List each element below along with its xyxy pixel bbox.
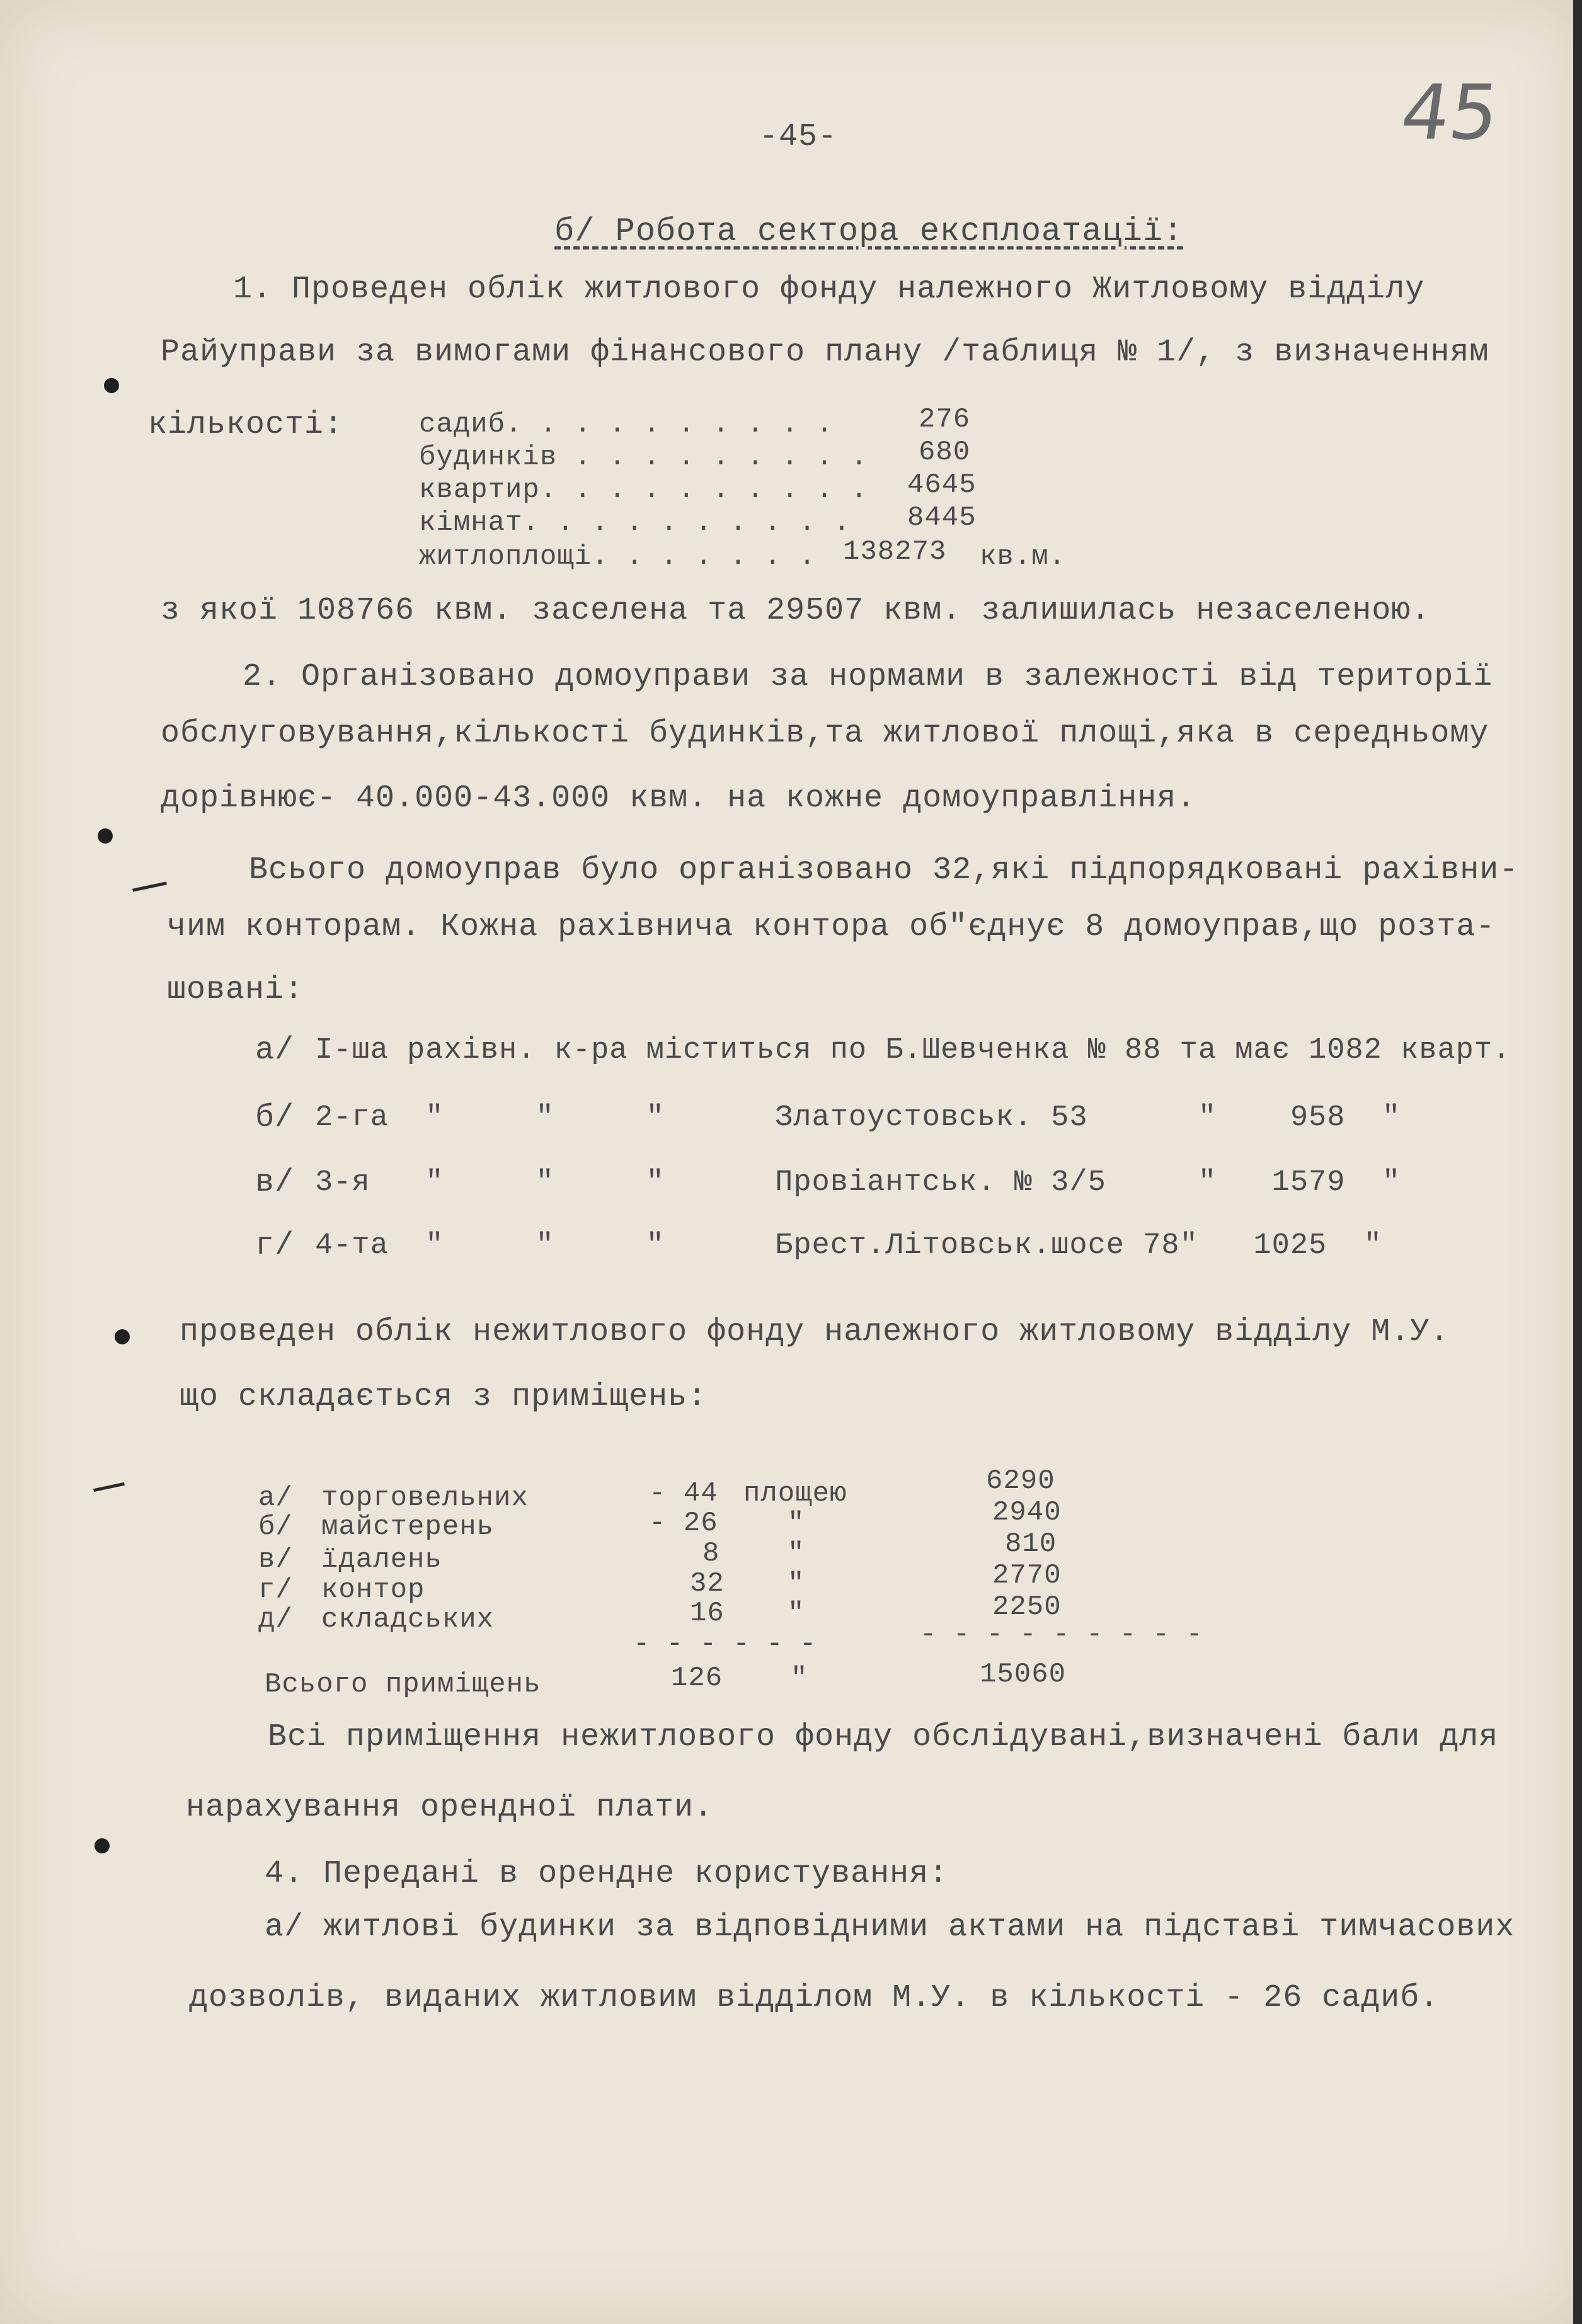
premises-area: 2770	[992, 1560, 1062, 1591]
office-letter: б/	[255, 1100, 295, 1136]
premises-count: - 44	[649, 1478, 718, 1509]
stock-label: кімнат. . . . . . . . . .	[419, 507, 851, 539]
premises-letter: а/	[258, 1482, 293, 1514]
punch-hole	[95, 1838, 110, 1853]
office-letter: в/	[255, 1165, 295, 1201]
margin-mark	[132, 881, 167, 891]
premises-name: їдалень	[321, 1544, 442, 1576]
premises-total-unit: "	[791, 1663, 808, 1694]
punch-hole	[104, 378, 119, 393]
dashed-separator: - - - - - - - - -	[920, 1619, 1203, 1651]
dashed-separator: - - - - - -	[633, 1629, 817, 1660]
premises-letter: д/	[258, 1604, 293, 1635]
premises-area: 2250	[992, 1591, 1062, 1623]
section-heading: б/ Робота сектора експлоатації:	[554, 213, 1184, 250]
premises-unit: площею	[743, 1478, 847, 1509]
stock-label: квартир. . . . . . . . . .	[419, 474, 868, 506]
premises-letter: г/	[258, 1574, 293, 1606]
paragraph-line: обслуговування,кількості будинків,та житлової площі,яка в середньому	[161, 716, 1489, 752]
stock-label: будинків . . . . . . . . .	[419, 442, 868, 473]
paragraph-line: 2. Організовано домоуправи за нормами в залежності від території	[243, 659, 1493, 695]
stock-value: 138273	[843, 536, 947, 568]
premises-area: 6290	[986, 1465, 1055, 1497]
premises-name: торговельних	[321, 1482, 529, 1514]
office-letter: а/	[255, 1033, 295, 1068]
office-row: 2-га " " " Златоустовськ. 53 " 958 "	[315, 1101, 1401, 1135]
premises-count: 32	[690, 1568, 725, 1600]
stock-label: садиб. . . . . . . . . .	[419, 409, 834, 440]
premises-unit: "	[788, 1568, 805, 1600]
margin-mark	[93, 1482, 125, 1492]
paragraph-line: а/ житлові будинки за відповідними актами на підставі тимчасових	[265, 1909, 1515, 1945]
premises-letter: б/	[258, 1511, 293, 1543]
stock-unit: кв.м.	[980, 541, 1067, 573]
premises-unit: "	[788, 1538, 805, 1569]
office-letter: г/	[255, 1228, 295, 1264]
punch-hole	[98, 828, 113, 844]
premises-total-label: Всього приміщень	[265, 1669, 541, 1700]
premises-total-count: 126	[671, 1663, 723, 1694]
premises-area: 810	[1005, 1528, 1057, 1560]
paragraph-line: нарахування орендної плати.	[186, 1790, 714, 1826]
office-row: І-ша рахівн. к-ра міститься по Б.Шевченка № 88 та має 1082 кварт.	[315, 1034, 1511, 1067]
paragraph-line: 1. Проведен облік житлового фонду належного Житловому відділу	[233, 272, 1425, 307]
premises-unit: "	[788, 1508, 805, 1539]
paragraph-line: чим конторам. Кожна рахівнича контора об"єднує 8 домоуправ,що розта-	[167, 909, 1496, 945]
punch-hole	[115, 1329, 130, 1344]
premises-name: майстерень	[321, 1511, 495, 1543]
paragraph-line: Райуправи за вимогами фінансового плану /таблиця № 1/, з визначенням	[161, 335, 1489, 370]
premises-unit: "	[788, 1598, 805, 1629]
premises-name: складських	[321, 1604, 495, 1635]
office-row: 3-я " " " Провіантськ. № 3/5 " 1579 "	[315, 1166, 1401, 1199]
paragraph-line: 4. Передані в орендне користування:	[265, 1856, 949, 1892]
page-number: -45-	[759, 119, 838, 155]
premises-area: 2940	[992, 1497, 1062, 1528]
paragraph-line: кількості:	[148, 407, 344, 443]
stock-label: житлоплощі. . . . . . .	[419, 541, 817, 573]
paragraph-line: з якої 108766 квм. заселена та 29507 квм. залишилась незаселеною.	[161, 593, 1431, 629]
paragraph-line: що складається з приміщень:	[180, 1379, 708, 1415]
paragraph-line: Всього домоуправ було організовано 32,які підпорядковані рахівни-	[249, 852, 1519, 888]
paragraph-line: дозволів, виданих житловим відділом М.У. в кількості - 26 садиб.	[189, 1980, 1440, 2016]
premises-count: - 26	[649, 1508, 718, 1539]
premises-total-area: 15060	[980, 1659, 1067, 1690]
stock-value: 8445	[907, 502, 977, 534]
premises-count: 16	[690, 1598, 725, 1629]
paragraph-line: проведен облік нежитлового фонду належного житловому відділу М.У.	[180, 1314, 1450, 1350]
premises-letter: в/	[258, 1544, 293, 1576]
stock-value: 680	[919, 437, 971, 468]
premises-count: 8	[702, 1538, 720, 1569]
premises-name: контор	[321, 1574, 425, 1606]
office-row: 4-та " " " Брест.Літовськ.шосе 78" 1025 "	[315, 1229, 1382, 1262]
paragraph-line: Всі приміщення нежитлового фонду обслідувані,визначені бали для	[268, 1719, 1499, 1755]
archive-number-handwritten: 45	[1396, 69, 1505, 157]
paragraph-line: шовані:	[167, 972, 304, 1008]
paragraph-line: дорівнює- 40.000-43.000 квм. на кожне домоуправління.	[161, 781, 1196, 816]
stock-value: 4645	[907, 469, 977, 501]
stock-value: 276	[919, 404, 971, 435]
